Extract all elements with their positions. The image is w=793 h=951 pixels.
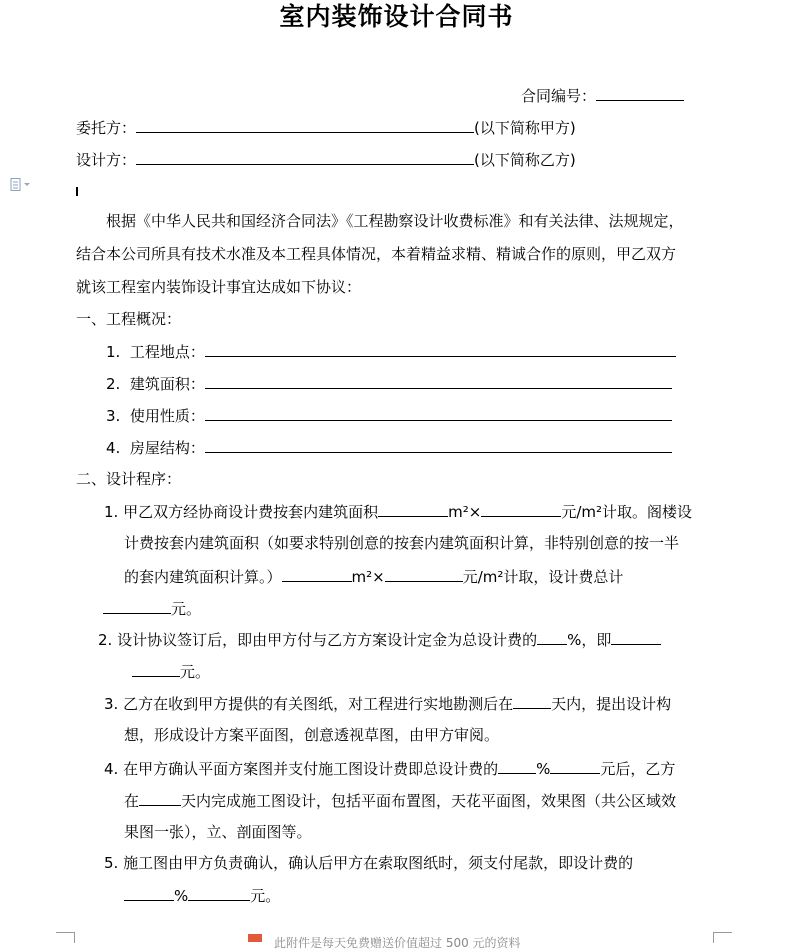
drawing-amount-blank[interactable] xyxy=(550,757,600,774)
item-text: 在甲方确认平面方案图并支付施工图设计费即总设计费的 xyxy=(123,760,499,778)
drawing-percent-blank[interactable] xyxy=(498,757,536,774)
contract-number-row xyxy=(521,84,684,107)
item-text: 在 xyxy=(124,792,140,810)
building-area-field[interactable] xyxy=(205,372,672,389)
usage-type-field[interactable] xyxy=(205,404,672,421)
deposit-amount-blank-cont[interactable] xyxy=(132,660,180,677)
designer-suffix: (以下简称乙方) xyxy=(474,151,576,169)
page-corner-mark xyxy=(713,932,732,943)
item-number: 2. xyxy=(98,631,113,649)
item-text: % xyxy=(536,760,551,778)
procedure-item-5-line xyxy=(104,852,633,874)
intro-line: 就该工程室内装饰设计事宜达成如下协议： xyxy=(76,278,362,296)
item-text: 甲乙双方经协商设计费按套内建筑面积 xyxy=(123,503,379,521)
item-text: 元。 xyxy=(250,887,281,905)
item-text: 天内，提出设计构 xyxy=(551,695,672,713)
client-suffix: (以下简称甲方) xyxy=(474,119,576,137)
intro-line: 根据《中华人民共和国经济合同法》《工程勘察设计收费标准》和有关法律、法规规定， xyxy=(106,212,684,230)
procedure-item-3-line: 想，形成设计方案平面图，创意透视草图，由甲方审阅。 xyxy=(124,726,500,744)
item-text: %，即 xyxy=(567,631,612,649)
section-heading: 二、设计程序： xyxy=(76,470,182,488)
item-number: 2. xyxy=(106,375,121,393)
deposit-amount-blank[interactable] xyxy=(611,628,661,645)
house-structure-field[interactable] xyxy=(205,436,672,453)
item-number: 4. xyxy=(106,439,121,457)
procedure-item-4-line: 果图一张），立、剖面图等。 xyxy=(124,823,312,841)
overview-item xyxy=(106,436,672,459)
final-amount-blank[interactable] xyxy=(188,884,250,901)
overview-item xyxy=(106,404,672,427)
footer-logo xyxy=(248,934,262,942)
item-text: m²× xyxy=(448,503,482,521)
footer-text: 此附件是每天免费赠送价值超过 500 元的资料 xyxy=(274,936,521,950)
item-number: 1. xyxy=(106,343,121,361)
item-text: 施工图由甲方负责确认，确认后甲方在索取图纸时，须支付尾款，即设计费的 xyxy=(123,854,634,872)
attic-price-blank[interactable] xyxy=(385,565,463,582)
document-title: 室内装饰设计合同书 xyxy=(279,2,514,31)
page-corner-mark xyxy=(56,932,75,943)
survey-days-blank[interactable] xyxy=(513,692,551,709)
client-label: 委托方： xyxy=(76,119,137,137)
procedure-item-2-line xyxy=(98,628,661,651)
intro-line: 结合本公司所具有技术水准及本工程具体情况，本着精益求精、精诚合作的原则，甲乙双方 xyxy=(76,245,677,263)
procedure-item-5-line xyxy=(124,884,280,907)
procedure-item-4-line xyxy=(104,757,675,780)
contract-number-field[interactable] xyxy=(596,84,684,101)
procedure-item-4-line xyxy=(124,789,676,812)
item-number: 3. xyxy=(106,407,121,425)
procedure-item-1-line xyxy=(124,565,623,588)
project-location-field[interactable] xyxy=(205,340,676,357)
procedure-item-1-line xyxy=(104,500,692,523)
overview-item xyxy=(106,372,672,395)
item-text: 的套内建筑面积计算。） xyxy=(124,568,282,586)
designer-row xyxy=(76,148,576,171)
item-text: m²× xyxy=(351,568,385,586)
text-cursor xyxy=(76,187,78,196)
item-label: 使用性质： xyxy=(129,407,205,425)
attic-area-blank[interactable] xyxy=(282,565,352,582)
section-heading: 一、工程概况： xyxy=(76,310,182,328)
deposit-percent-blank[interactable] xyxy=(537,628,567,645)
item-label: 工程地点： xyxy=(129,343,205,361)
overview-item xyxy=(106,340,676,363)
drawing-days-blank[interactable] xyxy=(139,789,181,806)
final-percent-blank[interactable] xyxy=(124,884,174,901)
item-label: 建筑面积： xyxy=(129,375,205,393)
procedure-item-1-line xyxy=(103,597,201,620)
price-per-sqm-blank[interactable] xyxy=(481,500,561,517)
item-text: 元/m²计取。阁楼设 xyxy=(561,503,692,521)
item-text: 元。 xyxy=(180,663,211,681)
item-label: 房屋结构： xyxy=(129,439,205,457)
item-number: 1. xyxy=(104,503,119,521)
designer-field[interactable] xyxy=(136,148,474,165)
client-row xyxy=(76,116,576,139)
procedure-item-1-line: 计费按套内建筑面积（如要求特别创意的按套内建筑面积计算，非特别创意的按一半 xyxy=(124,534,680,552)
item-text: 设计协议签订后，即由甲方付与乙方方案设计定金为总设计费的 xyxy=(117,631,538,649)
procedure-item-3-line xyxy=(104,692,671,715)
item-text: 元/m²计取，设计费总计 xyxy=(462,568,624,586)
document-icon[interactable] xyxy=(10,178,32,192)
item-text: 天内完成施工图设计，包括平面布置图，天花平面图，效果图（共公区域效 xyxy=(181,792,677,810)
designer-label: 设计方： xyxy=(76,151,137,169)
client-field[interactable] xyxy=(136,116,474,133)
item-text: 乙方在收到甲方提供的有关图纸，对工程进行实地勘测后在 xyxy=(123,695,514,713)
item-number: 5. xyxy=(104,854,119,872)
item-text: 元。 xyxy=(171,600,202,618)
item-text: 元后，乙方 xyxy=(600,760,676,778)
item-text: % xyxy=(174,887,189,905)
item-number: 4. xyxy=(104,760,119,778)
total-fee-blank[interactable] xyxy=(103,597,171,614)
area-blank[interactable] xyxy=(378,500,448,517)
contract-number-label: 合同编号： xyxy=(521,87,597,105)
item-number: 3. xyxy=(104,695,119,713)
procedure-item-2-line xyxy=(132,660,210,683)
